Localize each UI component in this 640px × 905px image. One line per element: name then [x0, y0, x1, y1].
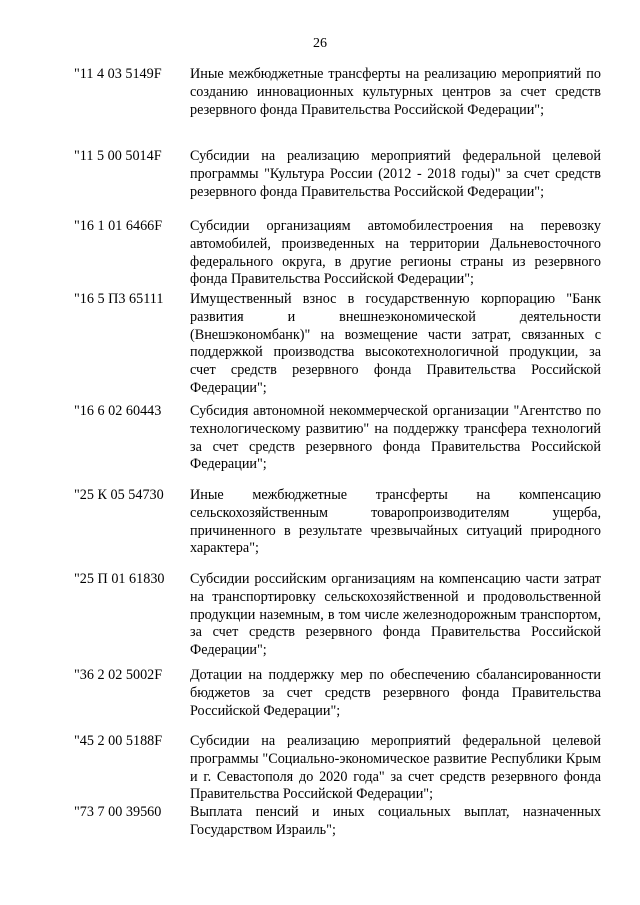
budget-code: "45 2 00 5188F [74, 733, 163, 749]
budget-code: "36 2 02 5002F [74, 667, 163, 683]
budget-code: "11 4 03 5149F [74, 66, 162, 82]
page-number: 26 [313, 36, 327, 51]
budget-description: Иные межбюджетные трансферты на компенсацию сельскохозяйственным товаропроизводителям ущерба, причиненного в результате чрезвычайных ситуаций природного характера"; [190, 487, 601, 557]
budget-description: Субсидии на реализацию мероприятий федеральной целевой программы "Социально-экономическое развитие Республики Крым и г. Севастополя до 2020 года" за счет средств резервного фонда Правительства Российской Федерации"; [190, 733, 601, 803]
budget-code: "16 1 01 6466F [74, 218, 163, 234]
budget-code: "25 К 05 54730 [74, 487, 164, 503]
budget-code: "16 6 02 60443 [74, 403, 162, 419]
budget-description: Субсидии на реализацию мероприятий федеральной целевой программы "Культура России (2012 - 2018 годы)" за счет средств резервного фонда Правительства Российской Федерации"; [190, 148, 601, 200]
budget-code: "73 7 00 39560 [74, 804, 162, 820]
budget-description: Дотации на поддержку мер по обеспечению сбалансированности бюджетов за счет средств резервного фонда Правительства Российской Федерации"; [190, 667, 601, 719]
budget-description: Субсидия автономной некоммерческой организации "Агентство по технологическому развитию" на поддержку трансфера технологий за счет средств резервного фонда Правительства Российской Федерации"; [190, 403, 601, 473]
budget-description: Выплата пенсий и иных социальных выплат, назначенных Государством Израиль"; [190, 804, 601, 838]
budget-code: "11 5 00 5014F [74, 148, 162, 164]
budget-description: Иные межбюджетные трансферты на реализацию мероприятий по созданию инновационных культурных центров за счет средств резервного фонда Правительства Российской Федерации"; [190, 66, 601, 118]
budget-description: Субсидии российским организациям на компенсацию части затрат на транспортировку сельскохозяйственной и продовольственной продукции наземным, в том числе железнодорожным транспортом, за счет средств резервного фонда Правительства Российской Федерации"; [190, 571, 601, 659]
budget-description: Субсидии организациям автомобилестроения на перевозку автомобилей, произведенных на территории Дальневосточного федерального округа, в другие регионы страны из резервного фонда Правительства Российской Федерации"; [190, 218, 601, 288]
budget-description: Имущественный взнос в государственную корпорацию "Банк развития и внешнеэкономической деятельности (Внешэкономбанк)" на возмещение части затрат, связанных с поддержкой производства высокотехнологичной продукции, за счет средств резервного фонда Правительства Российской Федерации"; [190, 291, 601, 396]
budget-code: "16 5 П3 65111 [74, 291, 164, 307]
budget-code: "25 П 01 61830 [74, 571, 165, 587]
